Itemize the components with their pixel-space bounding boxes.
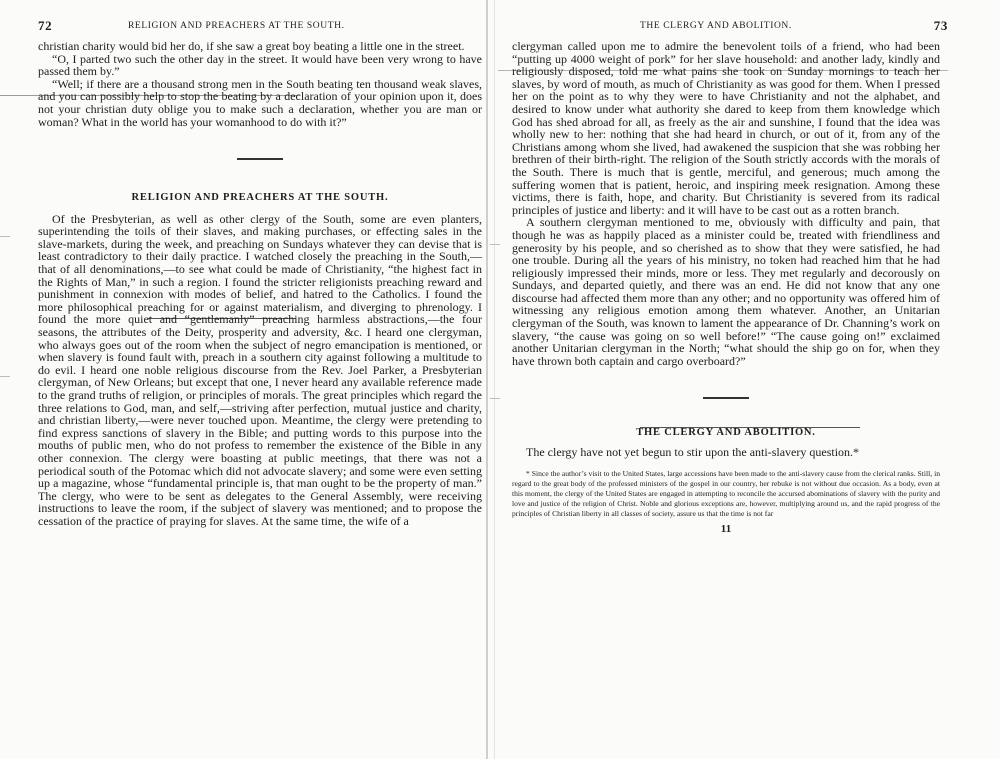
footnote: * Since the author’s visit to the United States, large accessions have been made to the anti-slavery cause from the clerical ranks. Still, in regard to the great body of the professed ministers of the gospel in our country, her rebuke is not without due occasion. As a body, even at this moment, the clergy of the United States are engaged in attempting to reconcile the accursed abominations of slavery with the purity and love and justice of the religion of Christ. Noble and glorious exceptions are, however, multiplying around us, and the rapid progress of the principles of Christian liberty in all classes of society, assure us that the time is not far xyxy=(512,468,940,519)
right-section-heading: THE CLERGY AND ABOLITION. xyxy=(636,426,816,438)
left-section-paragraph: Of the Presbyterian, as well as other clergy of the South, some are even planters, superintending the toils of their slaves, and making purchases, or effecting sales in the slave-markets, during the week, and preaching on Sundays whatever they can devise that is least contradictory to their daily practice. I watched closely the preaching in the South,—that of all denominations,—to see what could be made of Christianity, “the highest fact in the Rights of Man,” in such a region. I found the stricter religionists preaching reward and punishment in connexion with modes of belief, and hatred to the Catholics. I found the more philosophical preaching for or against materialism, and diverging to phrenology. I found the more quiet and “gentlemanly” preaching harmless abstractions,—the four seasons, the attributes of the Deity, prosperity and adversity, &c. I heard one clergyman, who always goes out of the room when the subject of negro emancipation is mentioned, or when slavery is found fault with, preach in a southern city against following a multitude to do evil. I heard one noble religious discourse from the Rev. Joel Parker, a Presbyterian clergyman, of New Orleans; but except that one, I never heard any available reference made to the grand truths of religion, or principles of morals. The great principles which regard the three relations to God, man, and self,—striving after perfection, mutual justice and charity, and christian liberty,—were never touched upon. Meantime, the clergy were pretending to find express sanctions of slavery in the Bible; and putting words to this purpose into the mouths of public men, who do not profess to remember the existence of the Bible in any other connexion. The clergy were boasting at public meetings, that there was not a periodical south of the Potomac which did not advocate slavery; and some were even setting up a magazine, whose “fundamental principle is, that man ought to be the property of man.” The clergy, who were to be sent as delegates to the General Assembly, were receiving instructions to leave the room, if the subject of slavery was mentioned; and to propose the cessation of the practice of praying for slaves. At the same time, the wife of a xyxy=(38,211,482,528)
left-running-title: RELIGION AND PREACHERS AT THE SOUTH. xyxy=(128,21,345,31)
signature-mark: 11 xyxy=(720,522,732,535)
left-section-heading: RELIGION AND PREACHERS AT THE SOUTH. xyxy=(131,191,389,203)
left-paragraph-1: christian charity would bid her do, if she saw a great boy beating a little one in the street. xyxy=(38,39,465,53)
book-gutter xyxy=(486,0,488,759)
right-page-number: 73 xyxy=(933,18,948,33)
right-paragraph-1: clergyman called upon me to admire the benevolent toils of a friend, who had been “putting up 4000 weight of pork” for her slave household: and another lady, kindly and religiously disposed, told me what pains she took on Sunday mornings to teach her slaves, by word of mouth, as much of Christianity as was good for them. When I pressed her on the point as to why they were to have Christianity and not the alphabet, and desired to know under what authority she dared to keep from them knowledge which God has shed abroad for all, as freely as the air and sunshine, I found that the idea was wholly new to her: nothing that she had heard in church, or out of it, from any of the Christians among whom she lived, had awakened the suspicion that she was robbing her brethren of their birth-right. The religion of the South strictly accords with the morals of the South. There is much that is gentle, merciful, and generous; much among the suffering women that is patient, heroic, and inspiring meek resignation. Among these victims, there is faith, hope, and charity. But Christianity is severed from its radical principles of justice and liberty: and it will have to be cast out as a rotten branch. xyxy=(512,39,940,217)
right-running-title: THE CLERGY AND ABOLITION. xyxy=(640,21,792,31)
scan-margin-mark xyxy=(0,236,10,237)
left-paragraph-3: “Well; if there are a thousand strong men in the South beating ten thousand weak slaves, and you can possibly help to stop the beating by a declaration of your opinion upon it, does not your christian duty oblige you to make such a declaration, whether you are man or woman? What in the world has your womanhood to do with it?” xyxy=(38,76,482,129)
book-gutter-shadow xyxy=(494,0,495,759)
scan-margin-mark xyxy=(0,376,10,377)
right-running-head xyxy=(512,18,948,40)
left-paragraph-2: “O, I parted two such the other day in the street. It would have been very wrong to have passed them by.” xyxy=(38,51,482,79)
scan-margin-mark xyxy=(490,398,500,399)
left-running-head xyxy=(38,18,482,40)
right-page xyxy=(512,18,948,535)
left-page xyxy=(38,18,482,528)
left-page-number: 72 xyxy=(38,18,53,33)
scan-margin-mark xyxy=(490,244,500,245)
right-section-opening: The clergy have not yet begun to stir upon the anti-slavery question.* xyxy=(526,444,860,459)
right-paragraph-2: A southern clergyman mentioned to me, obviously with difficulty and pain, that though he was as happily placed as a minister could be, treated with friendliness and generosity by his people, and so cherished as to show that they were satisfied, he had one trouble. During all the years of his ministry, no token had reached him that he had religiously impressed their minds, more or less. They met regularly and decorously on Sundays, and departed quietly, and there was an end. He did not know that any one discourse had affected them more than any other; and no opportunity was offered him of witnessing any religious emotion among them whatever. Another, an Unitarian clergyman of the South, was known to lament the appearance of Dr. Channing’s work on slavery, “the cause was going on so well before!” “The cause going on!” exclaimed another Unitarian clergyman in the North; “what should the ship go on for, when they have thrown both captain and cargo overboard?” xyxy=(512,215,940,368)
